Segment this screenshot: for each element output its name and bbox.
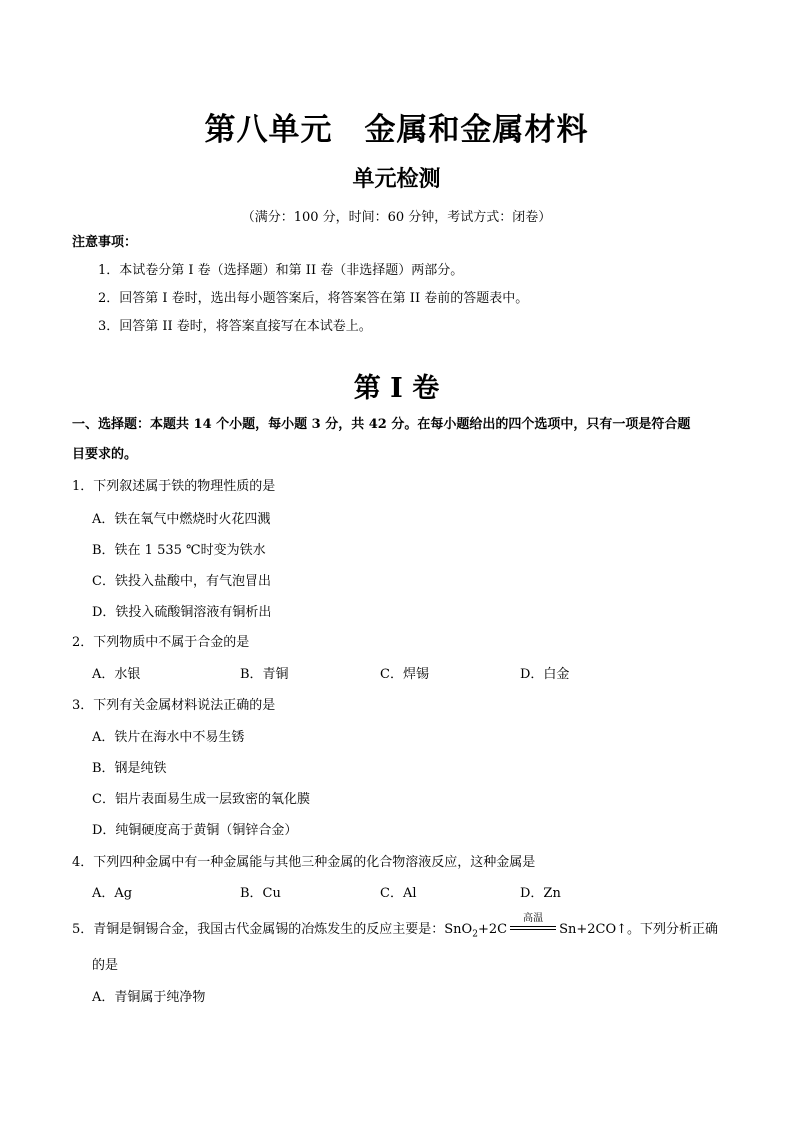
section-instruction-cont: 目要求的。 [72, 447, 138, 462]
option: A．铁在氧气中燃烧时火花四溅 [92, 512, 271, 527]
question-stem: 2．下列物质中不属于合金的是 [72, 635, 250, 650]
reaction-arrow [508, 913, 558, 935]
subscript: 2 [472, 929, 478, 940]
note-item: 2．回答第 I 卷时，选出每小题答案后，将答案答在第 II 卷前的答题表中。 [98, 291, 529, 306]
volume-title: 第 I 卷 [353, 373, 440, 404]
option: A．水银 [92, 667, 141, 682]
page-subtitle: 单元检测 [352, 166, 441, 192]
notes-heading: 注意事项： [72, 235, 138, 250]
question-stem: 1．下列叙述属于铁的物理性质的是 [72, 479, 276, 494]
option: C．焊锡 [380, 667, 429, 682]
option: D．白金 [520, 667, 570, 682]
option: C．铁投入盐酸中，有气泡冒出 [92, 574, 271, 589]
option: B．钢是纯铁 [92, 761, 167, 776]
option: B．青铜 [240, 667, 289, 682]
stem-text: 5．青铜是铜锡合金，我国古代金属锡的冶炼发生的反应主要是：SnO [72, 922, 473, 937]
question-stem: 4．下列四种金属中有一种金属能与其他三种金属的化合物溶液反应，这种金属是 [72, 855, 536, 870]
option: B．铁在 1 535 ℃时变为铁水 [92, 543, 266, 558]
option: D．Zn [520, 886, 561, 901]
option: C．铝片表面易生成一层致密的氧化膜 [92, 792, 310, 807]
option: D．纯铜硬度高于黄铜（铜锌合金） [92, 823, 298, 838]
stem-text: Sn+2CO↑。下列分析正确 [559, 922, 719, 937]
question-stem [72, 913, 719, 940]
section-instruction: 一、选择题：本题共 14 个小题，每小题 3 分，共 42 分。在每小题给出的四个选项中，只有一项是符合题 [72, 417, 691, 432]
exam-info: （满分：100 分，时间：60 分钟，考试方式：闭卷） [241, 210, 552, 225]
option: D．铁投入硫酸铜溶液有铜析出 [92, 605, 272, 620]
option: A．铁片在海水中不易生锈 [92, 730, 245, 745]
stem-text: +2C [477, 922, 508, 937]
question-stem: 3．下列有关金属材料说法正确的是 [72, 698, 276, 713]
option: A．Ag [92, 886, 133, 901]
option: B．Cu [240, 886, 281, 901]
note-item: 3．回答第 II 卷时，将答案直接写在本试卷上。 [98, 319, 372, 334]
option: C．Al [380, 886, 417, 901]
note-item: 1．本试卷分第 I 卷（选择题）和第 II 卷（非选择题）两部分。 [98, 263, 464, 278]
reaction-condition: 高温 [523, 913, 544, 924]
question-stem-cont: 的是 [92, 958, 119, 973]
option: A．青铜属于纯净物 [92, 990, 206, 1005]
page-title: 第八单元 金属和金属材料 [204, 112, 589, 148]
